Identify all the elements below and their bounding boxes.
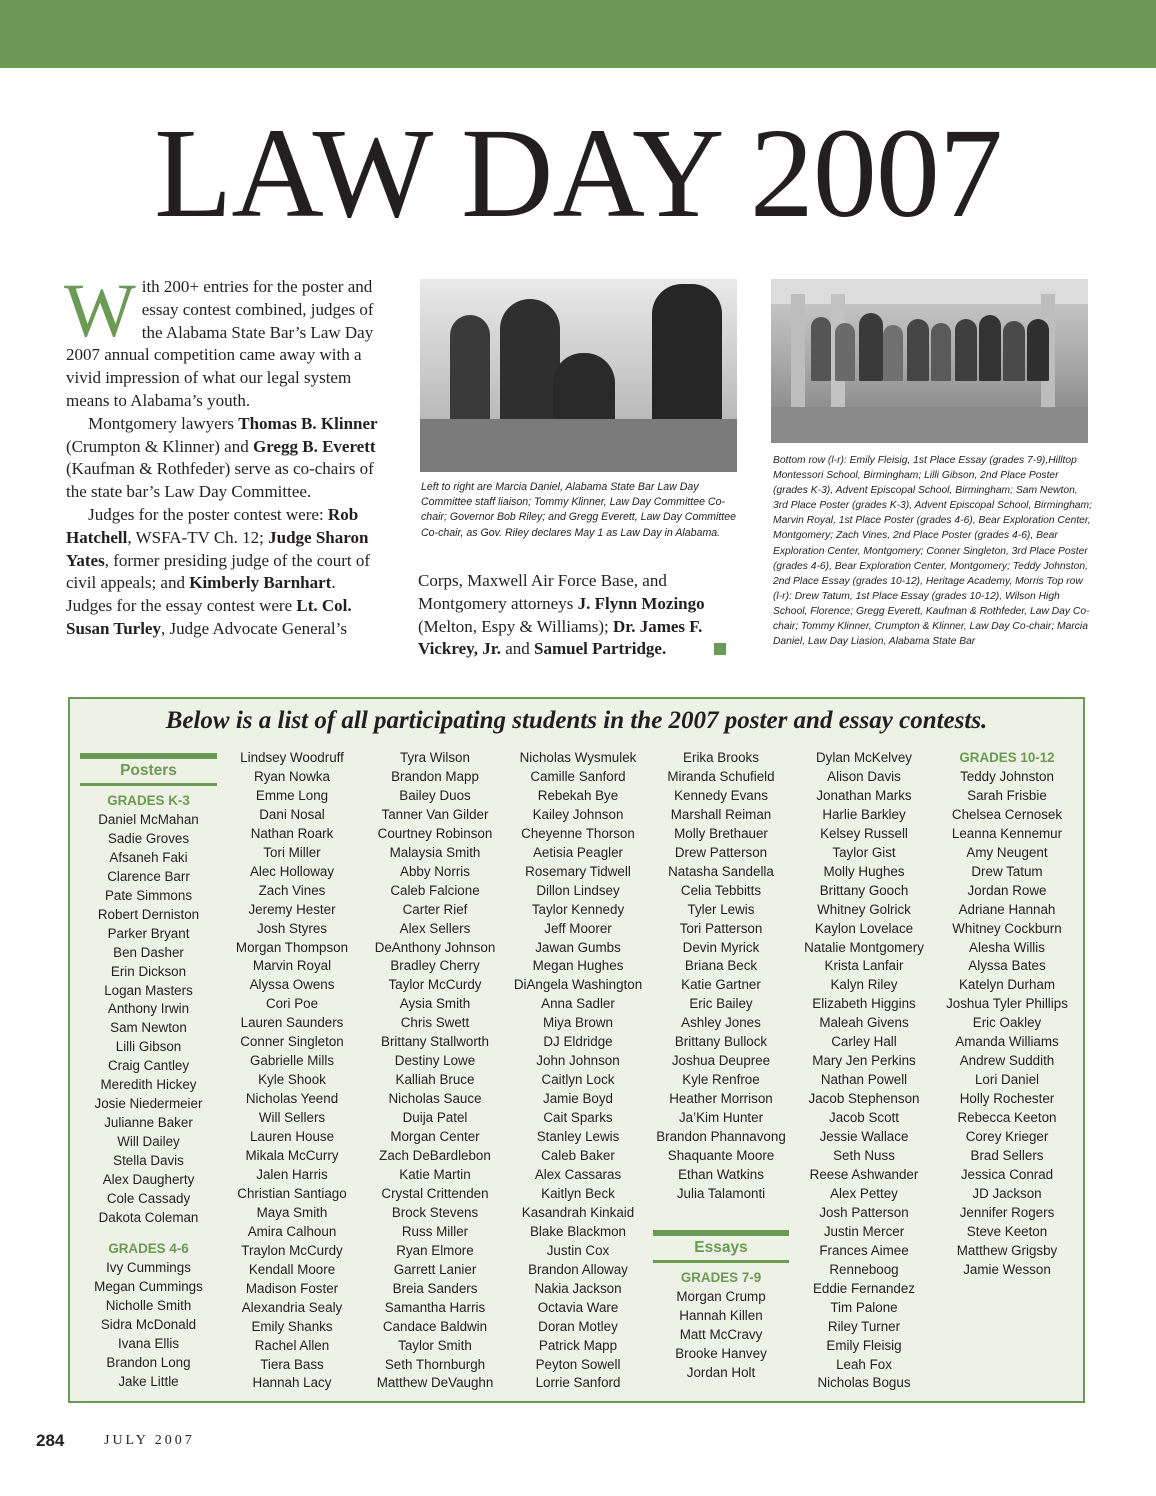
student-name: Alex Sellers (399, 920, 471, 936)
student-name: Natasha Sandella (668, 863, 774, 879)
student-name: Nicholle Smith (105, 1297, 192, 1313)
student-name: Kennedy Evans (674, 787, 768, 803)
student-name: Crystal Crittenden (381, 1185, 489, 1201)
student-name: Christian Santiago (237, 1185, 347, 1201)
student-name: Emme Long (255, 787, 329, 803)
student-name: Ashley Jones (681, 1015, 761, 1031)
student-name: Patrick Mapp (538, 1337, 618, 1353)
student-name: Ryan Nowka (254, 768, 330, 784)
article-paragraph-2: Montgomery lawyers Thomas B. Klinner (Crumpton & Klinner) and Gregg B. Everett (Kaufman & Rothfeder) serve as co-chairs of the state bar’s Law Day Committee. (66, 413, 378, 502)
student-name: Jake Little (118, 1373, 179, 1389)
student-name: Taylor Gist (832, 844, 896, 860)
student-name: Pate Simmons (104, 887, 193, 903)
student-name: Alex Daugherty (102, 1172, 195, 1188)
student-name: Alex Cassaras (534, 1166, 622, 1182)
student-name: Afsaneh Faki (109, 849, 188, 865)
student-name: Julia Talamonti (676, 1185, 766, 1201)
student-name: Robert Derniston (97, 906, 200, 922)
student-name: Nicholas Sauce (388, 1091, 482, 1107)
student-name: Kaitlyn Beck (541, 1185, 615, 1201)
student-name: Nathan Roark (250, 825, 334, 841)
student-name: Alyssa Bates (968, 958, 1046, 974)
student-name: Brandon Phannavong (656, 1129, 786, 1145)
names-column-7 (932, 749, 1082, 1280)
student-name: Joshua Deupree (671, 1053, 771, 1069)
student-name: Brittany Bullock (674, 1034, 768, 1050)
student-name: Erika Brooks (683, 750, 759, 765)
end-mark (714, 643, 726, 655)
student-name: Josie Niedermeier (94, 1096, 203, 1112)
page-number: 284 (36, 1431, 65, 1450)
student-name: Josh Patterson (819, 1204, 909, 1220)
student-name: Stella Davis (113, 1153, 184, 1169)
student-name: Heather Morrison (669, 1091, 773, 1107)
student-name: Kyle Renfroe (682, 1072, 760, 1088)
student-name: Lilli Gibson (115, 1039, 182, 1055)
names-column-5 (653, 749, 789, 1383)
student-name: Tyra Wilson (400, 750, 470, 765)
student-name: Taylor McCurdy (388, 977, 482, 993)
student-name: Miranda Schufield (667, 768, 775, 784)
student-name: Dylan McKelvey (816, 750, 912, 765)
article-paragraph-4: Corps, Maxwell Air Force Base, and Montgomery attorneys J. Flynn Mozingo (Melton, Espy & Williams); Dr. James F. Vickrey, Jr. and Samuel Partridge. (418, 570, 738, 661)
student-name: Abby Norris (400, 863, 470, 879)
student-name: Emily Shanks (251, 1318, 333, 1334)
student-name: Brandon Long (106, 1354, 191, 1370)
student-name: Chris Swett (400, 1015, 470, 1031)
student-name: Tyler Lewis (687, 901, 755, 917)
student-name: Teddy Johnston (960, 768, 1054, 784)
student-name: Matt McCravy (679, 1326, 763, 1342)
student-name: Rosemary Tidwell (525, 863, 631, 879)
student-name: Will Dailey (117, 1134, 180, 1150)
student-name: Aetisia Peagler (532, 844, 624, 860)
student-name: Clarence Barr (107, 868, 190, 884)
student-name: Kaylon Lovelace (814, 920, 914, 936)
student-name: Whitney Golrick (817, 901, 911, 917)
student-name: Jamie Boyd (543, 1091, 613, 1107)
student-name: Morgan Thompson (235, 939, 349, 955)
student-name: Malaysia Smith (389, 844, 481, 860)
issue-date: JULY 2007 (104, 1433, 195, 1448)
student-name: Will Sellers (258, 1110, 326, 1126)
names-col5-list (653, 749, 789, 1204)
student-name: Renneboog (829, 1261, 899, 1277)
student-name: Ja’Kim Hunter (678, 1110, 764, 1126)
posters-section-header: Posters (80, 753, 217, 786)
names-k3 (80, 811, 217, 1228)
student-name: Rebekah Bye (537, 787, 619, 803)
student-name: John Johnson (536, 1053, 620, 1069)
student-name: Chelsea Cernosek (951, 806, 1063, 822)
student-name: Sarah Frisbie (967, 787, 1047, 803)
student-name: Amira Calhoun (247, 1223, 337, 1239)
student-name: Jawan Gumbs (535, 939, 621, 955)
student-name: Caleb Falcione (390, 882, 480, 898)
student-name: Doran Motley (538, 1318, 618, 1334)
student-name: Cheyenne Thorson (521, 825, 635, 841)
grade-heading-7-9: GRADES 7-9 (680, 1269, 762, 1285)
student-name: Courtney Robinson (377, 825, 493, 841)
student-name: Bailey Duos (399, 787, 471, 803)
student-name: Natalie Montgomery (804, 939, 924, 955)
student-name: Taylor Kennedy (531, 901, 625, 917)
student-name: Seth Thornburgh (384, 1356, 486, 1372)
student-name: Mary Jen Perkins (812, 1053, 916, 1069)
student-name: Jeff Moorer (544, 920, 612, 936)
student-name: Jacob Scott (829, 1110, 899, 1126)
student-name: Tori Patterson (679, 920, 763, 936)
student-name: Ryan Elmore (396, 1242, 474, 1258)
student-name: Lauren House (249, 1129, 335, 1145)
student-name: Kalyn Riley (830, 977, 898, 993)
student-name: Molly Brethauer (674, 825, 768, 841)
student-name: Hannah Killen (679, 1307, 763, 1323)
student-name: Miya Brown (543, 1015, 613, 1031)
names-column-3 (360, 749, 510, 1393)
student-name: Blake Blackmon (529, 1223, 626, 1239)
student-name: Logan Masters (104, 982, 193, 998)
student-name: Leanna Kennemur (951, 825, 1063, 841)
photo-caption-1: Left to right are Marcia Daniel, Alabama State Bar Law Day Committee staff liaison; Tommy Klinner, Law Day Committee Co-chair; Governor Bob Riley; and Gregg Everett, Law Day Committee Co-chair, as Gov. Riley declares May 1 as Law Day in Alabama. (421, 481, 737, 539)
photo-caption-2: Bottom row (l-r): Emily Fleisig, 1st Place Essay (grades 7-9),Hilltop Montessori School, Birmingham; Lilli Gibson, 2nd Place Poster (grades K-3), Advent Episcopal School, Birmingham; Sam Newton, 3rd Place Poster (grades K-3), Advent Episcopal School, Birmingham; Marvin Royal, 1st Place Poster (grades 4-6), Bear Exploration Center, Montgomery; Zach Vines, 2nd Place Poster (grades 4-6), Bear Exploration Center, Montgomery; Conner Singleton, 3rd Place Poster (grades 4-6), Bear Exploration Center, Montgomery; Teddy Johnston, 2nd Place Essay (grades 10-12), Heritage Academy, Morris Top row (l-r): Drew Tatum, 1st Place Essay (grades 10-12), Wilson High School, Florence; Gregg Everett, Kaufman & Rothfeder, Law Day Co-chair; Tommy Klinner, Crumpton & Klinner, Law Day Co-chair; Marcia Daniel, Law Day Liasion, Alabama State Bar (773, 455, 1092, 648)
student-name: Parker Bryant (107, 925, 190, 941)
student-name: Brittany Gooch (819, 882, 909, 898)
student-name: Katie Gartner (681, 977, 761, 993)
names-7-9 (653, 1288, 789, 1383)
student-name: Kelsey Russell (820, 825, 908, 841)
student-name: Emily Fleisig (826, 1337, 902, 1353)
student-name: Peyton Sowell (535, 1356, 621, 1372)
student-name: Katie Martin (399, 1166, 471, 1182)
student-name: Jordan Holt (686, 1364, 756, 1380)
student-name: Harlie Barkley (822, 806, 906, 822)
student-name: Shaquante Moore (667, 1148, 775, 1164)
student-name: Nicholas Wysmulek (519, 750, 637, 765)
student-name: Caleb Baker (541, 1148, 615, 1164)
student-name: Cori Poe (265, 996, 319, 1012)
student-name: Katelyn Durham (958, 977, 1055, 993)
student-name: Alesha Willis (969, 939, 1045, 955)
student-name: Kalliah Bruce (395, 1072, 475, 1088)
student-name: Breia Sanders (392, 1280, 478, 1296)
student-name: Ethan Watkins (678, 1166, 764, 1182)
student-name: Caitlyn Lock (541, 1072, 615, 1088)
student-name: Devin Myrick (682, 939, 760, 955)
article-column-1 (64, 269, 384, 641)
student-name: JD Jackson (972, 1185, 1042, 1201)
student-name: Jessie Wallace (819, 1129, 909, 1145)
student-name: Rebecca Keeton (957, 1110, 1057, 1126)
student-name: Brandon Alloway (528, 1261, 628, 1277)
student-name: Russ Miller (401, 1223, 469, 1239)
student-name: Brad Sellers (970, 1148, 1044, 1164)
student-name: Briana Beck (684, 958, 758, 974)
article-paragraph-1: With 200+ entries for the poster and essay contest combined, judges of the Alabama State Bar’s Law Day 2007 annual competition came away with a vivid impression of what our legal system means to Alabama’s youth. (64, 269, 374, 410)
student-name: Corey Krieger (965, 1129, 1049, 1145)
student-name: Josh Styres (257, 920, 327, 936)
student-name: Bradley Cherry (390, 958, 480, 974)
student-name: Alison Davis (827, 768, 901, 784)
student-name: Eric Oakley (972, 1015, 1042, 1031)
article-paragraph-3: Judges for the poster contest were: Rob Hatchell, WSFA-TV Ch. 12; Judge Sharon Yates, former presiding judge of the court of civil appeals; and Kimberly Barnhart. Judges for the essay contest were Lt. Col. Susan Turley, Judge Advocate General’s (66, 504, 371, 638)
student-name: Lori Daniel (974, 1072, 1039, 1088)
student-name: Brooke Hanvey (675, 1345, 767, 1361)
student-name: Ivana Ellis (117, 1335, 180, 1351)
student-name: Lauren Saunders (240, 1015, 344, 1031)
student-name: DeAnthony Johnson (374, 939, 496, 955)
student-name: Jennifer Rogers (959, 1204, 1055, 1220)
student-name: Carter Rief (402, 901, 468, 917)
student-name: Dillon Lindsey (536, 882, 620, 898)
student-name: Candace Baldwin (382, 1318, 488, 1334)
student-name: Alec Holloway (249, 863, 335, 879)
student-name: Destiny Lowe (394, 1053, 476, 1069)
student-name: Traylon McCurdy (241, 1242, 343, 1258)
student-name: Marshall Reiman (670, 806, 772, 822)
student-name: Whitney Cockburn (952, 920, 1062, 936)
names-column-1 (80, 749, 217, 1392)
student-name: Eddie Fernandez (813, 1280, 915, 1296)
participants-heading: Below is a list of all participating students in the 2007 poster and essay contests. (165, 707, 988, 734)
student-name: Sidra McDonald (100, 1316, 197, 1332)
student-name: Brittany Stallworth (381, 1034, 489, 1050)
photo-students-group (771, 279, 1088, 443)
student-name: Tori Miller (263, 844, 321, 860)
student-name: Lorrie Sanford (535, 1375, 621, 1391)
student-name: Riley Turner (827, 1318, 901, 1334)
student-name: Taylor Smith (398, 1337, 472, 1353)
student-name: Krista Lanfair (824, 958, 904, 974)
student-name: Cole Cassady (106, 1191, 191, 1207)
student-name: Camille Sanford (530, 768, 626, 784)
student-name: Jacob Stephenson (808, 1091, 920, 1107)
student-name: Nakia Jackson (534, 1280, 622, 1296)
student-name: Seth Nuss (833, 1148, 895, 1164)
student-name: Celia Tebbitts (680, 882, 762, 898)
student-name: Megan Hughes (532, 958, 624, 974)
student-name: Daniel McMahan (98, 811, 199, 827)
student-name: Molly Hughes (823, 863, 905, 879)
student-name: Jeremy Hester (248, 901, 336, 917)
page-title: LAW DAY 2007 (154, 102, 1002, 244)
student-name: Duija Patel (402, 1110, 468, 1126)
student-name: Stanley Lewis (536, 1129, 620, 1145)
student-name: Craig Cantley (107, 1058, 190, 1074)
grade-heading-10-12: GRADES 10-12 (959, 750, 1055, 765)
student-name: Maleah Givens (819, 1015, 909, 1031)
student-name: Jalen Harris (256, 1166, 328, 1182)
names-column-2 (217, 749, 367, 1393)
student-name: DiAngela Washington (513, 977, 643, 993)
student-name: Tanner Van Gilder (381, 806, 489, 822)
student-name: Lindsey Woodruff (240, 750, 344, 765)
student-name: Carley Hall (831, 1034, 897, 1050)
student-name: Leah Fox (836, 1356, 892, 1372)
student-name: Kendall Moore (248, 1261, 336, 1277)
student-name: Alexandria Sealy (241, 1299, 343, 1315)
student-name: Megan Cummings (94, 1278, 203, 1294)
student-name: Meredith Hickey (100, 1077, 197, 1093)
student-name: Jamie Wesson (963, 1261, 1051, 1277)
student-name: Sam Newton (110, 1020, 187, 1036)
student-name: DJ Eldridge (543, 1034, 613, 1050)
student-name: Morgan Crump (676, 1288, 766, 1304)
student-name: Jordan Rowe (967, 882, 1047, 898)
student-name: Maya Smith (256, 1204, 328, 1220)
student-name: Dakota Coleman (98, 1209, 199, 1225)
student-name: Kyle Shook (258, 1072, 326, 1088)
student-name: Rachel Allen (254, 1337, 330, 1353)
student-name: Hannah Lacy (252, 1375, 332, 1391)
student-name: Nathan Powell (820, 1072, 908, 1088)
grade-heading-4-6: GRADES 4-6 (108, 1240, 189, 1256)
student-name: Drew Patterson (674, 844, 768, 860)
student-name: Joshua Tyler Phillips (946, 996, 1068, 1012)
top-color-bar (0, 0, 1156, 68)
student-name: Jonathan Marks (816, 787, 912, 803)
names-column-6 (789, 749, 939, 1393)
student-name: Matthew Grigsby (956, 1242, 1058, 1258)
student-name: Alex Pettey (830, 1185, 898, 1201)
student-name: Mikala McCurry (245, 1148, 339, 1164)
photo-governor-signing (420, 279, 737, 472)
student-name: Madison Foster (245, 1280, 339, 1296)
names-10-12 (932, 768, 1082, 1280)
student-name: Matthew DeVaughn (376, 1375, 494, 1391)
student-name: Elizabeth Higgins (812, 996, 916, 1012)
student-name: Sadie Groves (107, 830, 190, 846)
student-name: Julianne Baker (104, 1115, 193, 1131)
essays-section-header: Essays (653, 1230, 789, 1263)
names-4-6 (80, 1259, 217, 1392)
student-name: Tiera Bass (260, 1356, 324, 1372)
student-name: Reese Ashwander (809, 1166, 919, 1182)
student-name: Cait Sparks (543, 1110, 613, 1126)
student-name: Justin Mercer (823, 1223, 905, 1239)
student-name: Zach DeBardlebon (379, 1148, 491, 1164)
student-name: Dani Nosal (259, 806, 325, 822)
drop-cap: W (64, 269, 136, 353)
student-name: Justin Cox (546, 1242, 610, 1258)
student-name: Frances Aimee (819, 1242, 909, 1258)
student-name: Steve Keeton (966, 1223, 1048, 1239)
student-name: Erin Dickson (110, 963, 187, 979)
student-name: Octavia Ware (537, 1299, 619, 1315)
student-name: Marvin Royal (252, 958, 332, 974)
student-name: Aysia Smith (399, 996, 471, 1012)
student-name: Morgan Center (390, 1129, 480, 1145)
student-name: Kasandrah Kinkaid (521, 1204, 635, 1220)
student-name: Andrew Suddith (959, 1053, 1055, 1069)
student-name: Tim Palone (830, 1299, 898, 1315)
student-name: Alyssa Owens (249, 977, 335, 993)
student-name: Brandon Mapp (391, 768, 479, 784)
student-name: Conner Singleton (240, 1034, 344, 1050)
names-column-4 (503, 749, 653, 1393)
student-name: Amy Neugent (966, 844, 1048, 860)
grade-heading-k3: GRADES K-3 (107, 793, 190, 808)
student-name: Zach Vines (258, 882, 326, 898)
student-name: Eric Bailey (689, 996, 753, 1012)
student-name: Anna Sadler (541, 996, 615, 1012)
student-name: Anthony Irwin (107, 1001, 190, 1017)
student-name: Kailey Johnson (532, 806, 624, 822)
article-column-2 (418, 570, 738, 661)
student-name: Jessica Conrad (960, 1166, 1054, 1182)
student-name: Gabrielle Mills (249, 1053, 335, 1069)
student-name: Nicholas Bogus (817, 1375, 911, 1391)
student-name: Drew Tatum (971, 863, 1043, 879)
student-name: Ivy Cummings (106, 1259, 191, 1275)
student-name: Holly Rochester (959, 1091, 1055, 1107)
student-name: Ben Dasher (113, 944, 184, 960)
student-name: Adriane Hannah (958, 901, 1056, 917)
student-name: Samantha Harris (384, 1299, 486, 1315)
student-name: Amanda Williams (955, 1034, 1059, 1050)
student-name: Brock Stevens (391, 1204, 479, 1220)
student-name: Garrett Lanier (393, 1261, 477, 1277)
student-name: Nicholas Yeend (245, 1091, 339, 1107)
